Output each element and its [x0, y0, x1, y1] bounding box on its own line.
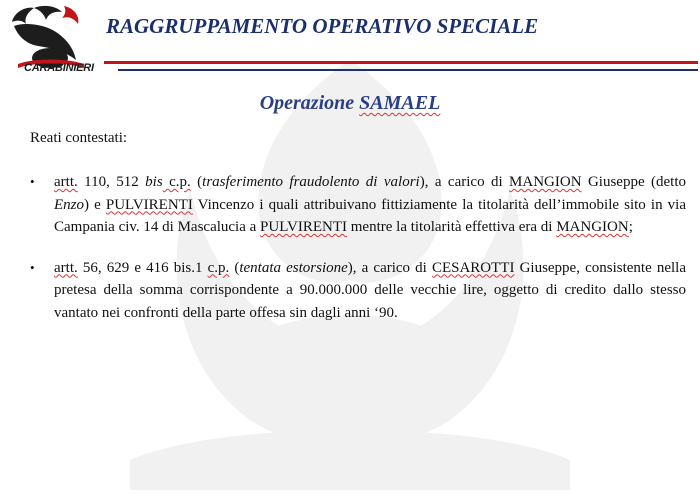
- operation-title: [0, 92, 700, 115]
- operation-prefix: Operazione: [259, 92, 360, 114]
- carabinieri-logo: [4, 2, 94, 84]
- header-rule-blue: [118, 69, 698, 71]
- charge-text-segment: Vincenzo i quali attribuivano fittiziamente la titolarità dell’immobile sito in via Campania civ. 14 di Mascalucia a: [54, 196, 687, 235]
- charge-text-segment: trasferimento fraudolento di valori: [202, 174, 420, 190]
- charge-text-segment: Enzo: [54, 196, 84, 213]
- charge-item: [30, 171, 686, 239]
- charge-text-segment: c.p.: [207, 259, 230, 276]
- charge-text-segment: Giuseppe (detto: [581, 174, 686, 190]
- bullet-icon: •: [30, 174, 35, 189]
- charge-text-segment: ), a carico di: [347, 259, 432, 276]
- charge-text-segment: tentata estorsione: [239, 259, 348, 276]
- charge-text-segment: c.p.: [162, 174, 191, 190]
- charge-text-segment: artt.: [54, 174, 78, 190]
- charges-list: [30, 171, 686, 342]
- charge-text-segment: mentre la titolarità effettiva era di: [347, 219, 557, 235]
- charge-text-segment: ;: [628, 219, 633, 235]
- charge-text-segment: PULVIRENTI: [105, 196, 193, 213]
- header-title: RAGGRUPPAMENTO OPERATIVO SPECIALE: [106, 14, 539, 38]
- charge-text-segment: PULVIRENTI: [260, 219, 347, 235]
- charge-text-segment: 56, 629 e 416 bis.1: [77, 259, 208, 276]
- charge-text-segment: (: [229, 259, 240, 276]
- charge-text-segment: 110, 512: [77, 174, 146, 190]
- operation-name: SAMAEL: [359, 92, 441, 114]
- charge-text-segment: MANGION: [509, 174, 582, 190]
- charge-text-segment: Giuseppe, consistente nella pretesa della somma corrispondente a 90.000.000 delle vecchie lire, oggetto di credito dallo stesso vantato nei confronti della parte offesa sin dagli anni ‘90.: [54, 259, 686, 321]
- header-rule-red: [104, 61, 698, 64]
- charge-text-segment: ) e: [84, 196, 106, 213]
- charge-text-segment: MANGION: [556, 219, 629, 235]
- intro-text: Reati contestati:: [30, 130, 128, 146]
- charge-text-segment: CESAROTTI: [431, 259, 515, 276]
- logo-text: CARABINIERI: [24, 62, 94, 74]
- bullet-icon: •: [30, 259, 35, 275]
- charge-item: [30, 257, 686, 325]
- charge-text-segment: ), a carico di: [419, 174, 510, 190]
- charge-text-segment: artt.: [54, 259, 78, 276]
- charge-text-segment: bis: [145, 174, 163, 190]
- charge-text-segment: (: [190, 174, 203, 190]
